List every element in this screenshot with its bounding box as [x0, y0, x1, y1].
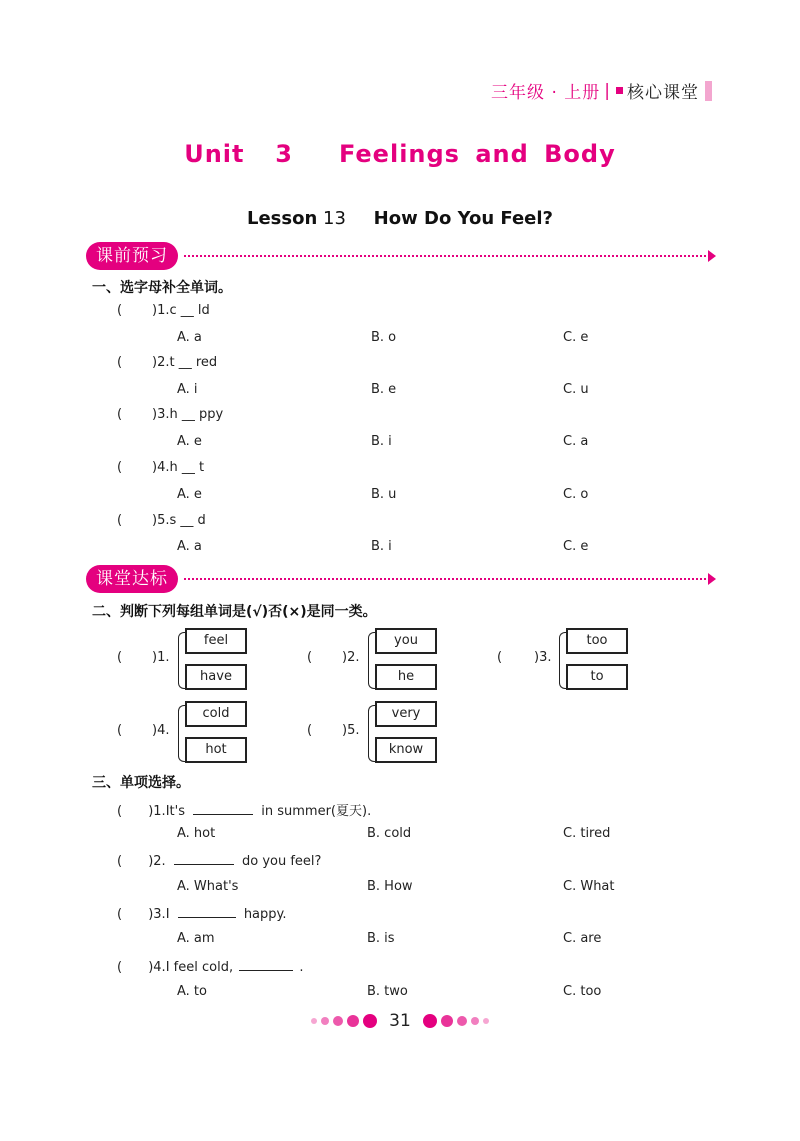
word-box: feel: [185, 628, 247, 654]
part3-heading: 三、单项选择。: [92, 775, 190, 791]
word-box: very: [375, 701, 437, 727]
dotted-line: [184, 255, 710, 257]
unit-title: Unit 3 Feelings and Body: [184, 140, 616, 168]
dot-icon: [311, 1018, 317, 1024]
dot-icon: [471, 1017, 479, 1025]
question-suffix: do you feel?: [241, 854, 322, 869]
answer-paren[interactable]: (: [497, 650, 503, 665]
word-box: too: [566, 628, 628, 654]
page-number: 31: [389, 1011, 411, 1031]
option-b: B. o: [371, 330, 397, 345]
lesson-number: 13: [323, 208, 346, 229]
part1-heading: 一、选字母补全单词。: [92, 280, 232, 296]
header-divider: |: [604, 80, 610, 101]
question-prefix: )2.: [148, 854, 166, 869]
group-number: )5.: [342, 723, 360, 738]
option-b: B. cold: [367, 826, 412, 841]
dot-icon: [423, 1014, 437, 1028]
option-a: A. a: [177, 330, 202, 345]
option-c: C. too: [563, 984, 602, 999]
part3-item: [117, 852, 321, 869]
dot-icon: [457, 1016, 467, 1026]
option-a: A. hot: [177, 826, 216, 841]
brace-icon: [178, 632, 185, 689]
answer-paren[interactable]: (: [307, 650, 313, 665]
answer-paren[interactable]: (: [307, 723, 313, 738]
option-c: C. tired: [563, 826, 611, 841]
part3-item: [117, 800, 371, 819]
option-a: A. What's: [177, 879, 239, 894]
option-a: A. a: [177, 539, 202, 554]
question-suffix: in summer(夏天).: [261, 804, 372, 819]
preview-banner-label: 课前预习: [86, 242, 178, 270]
answer-paren[interactable]: (: [117, 854, 123, 869]
option-c: C. a: [563, 434, 589, 449]
group-number: )3.: [534, 650, 552, 665]
section-label: 核心课堂: [627, 83, 699, 103]
page-footer: [0, 1011, 800, 1031]
option-b: B. e: [371, 382, 397, 397]
part3-item: [117, 958, 304, 975]
lesson-title: [0, 208, 800, 229]
answer-paren[interactable]: (: [117, 513, 123, 528]
preview-banner: [86, 242, 716, 272]
question-text: )2.t __ red: [152, 355, 218, 370]
answer-paren[interactable]: (: [117, 960, 123, 975]
square-icon: [616, 87, 623, 94]
dot-icon: [441, 1015, 453, 1027]
option-a: A. e: [177, 434, 202, 449]
word-box: have: [185, 664, 247, 690]
question-text: )3.h __ ppy: [152, 407, 224, 422]
answer-paren[interactable]: (: [117, 460, 123, 475]
option-b: B. i: [371, 434, 392, 449]
answer-paren[interactable]: (: [117, 407, 123, 422]
option-c: C. u: [563, 382, 589, 397]
word-box: he: [375, 664, 437, 690]
grade-label: 三年级 · 上册: [491, 83, 601, 103]
header-bar-icon: [705, 81, 712, 101]
word-box: you: [375, 628, 437, 654]
part2-heading: 二、判断下列每组单词是(√)否(×)是同一类。: [92, 604, 377, 620]
option-a: A. i: [177, 382, 198, 397]
option-c: C. e: [563, 330, 589, 345]
lesson-name: How Do You Feel?: [373, 208, 553, 229]
question-prefix: )4.I feel cold,: [148, 960, 234, 975]
option-a: A. am: [177, 931, 215, 946]
dot-icon: [363, 1014, 377, 1028]
answer-paren[interactable]: (: [117, 355, 123, 370]
question-text: )1.c __ ld: [152, 303, 210, 318]
question-prefix: )1.It's: [148, 804, 185, 819]
option-c: C. What: [563, 879, 615, 894]
brace-icon: [178, 705, 185, 762]
question-text: )4.h __ t: [152, 460, 205, 475]
answer-blank[interactable]: [193, 802, 253, 815]
question-suffix: happy.: [243, 907, 287, 922]
word-box: hot: [185, 737, 247, 763]
option-c: C. o: [563, 487, 589, 502]
word-box: to: [566, 664, 628, 690]
dot-icon: [321, 1017, 329, 1025]
arrow-icon: [708, 573, 716, 585]
option-b: B. two: [367, 984, 408, 999]
option-b: B. u: [371, 487, 397, 502]
dotted-line: [184, 578, 710, 580]
dot-icon: [333, 1016, 343, 1026]
brace-icon: [559, 632, 566, 689]
arrow-icon: [708, 250, 716, 262]
group-number: )1.: [152, 650, 170, 665]
word-box: cold: [185, 701, 247, 727]
answer-paren[interactable]: (: [117, 723, 123, 738]
question-suffix: .: [299, 960, 304, 975]
answer-blank[interactable]: [178, 905, 236, 918]
classwork-banner-label: 课堂达标: [86, 565, 178, 593]
answer-paren[interactable]: (: [117, 804, 123, 819]
part3-item: [117, 905, 287, 922]
option-b: B. i: [371, 539, 392, 554]
answer-blank[interactable]: [174, 852, 234, 865]
option-a: A. e: [177, 487, 202, 502]
answer-blank[interactable]: [239, 958, 293, 971]
question-prefix: )3.I: [148, 907, 170, 922]
option-b: B. How: [367, 879, 413, 894]
brace-icon: [368, 705, 375, 762]
word-box: know: [375, 737, 437, 763]
answer-paren[interactable]: (: [117, 303, 123, 318]
question-text: )5.s __ d: [152, 513, 206, 528]
brace-icon: [368, 632, 375, 689]
group-number: )2.: [342, 650, 360, 665]
option-b: B. is: [367, 931, 395, 946]
answer-paren[interactable]: (: [117, 650, 123, 665]
dot-icon: [483, 1018, 489, 1024]
group-number: )4.: [152, 723, 170, 738]
page-header: [491, 78, 712, 103]
classwork-banner: [86, 565, 716, 595]
option-a: A. to: [177, 984, 207, 999]
option-c: C. are: [563, 931, 602, 946]
lesson-label: Lesson: [247, 208, 318, 229]
option-c: C. e: [563, 539, 589, 554]
dot-icon: [347, 1015, 359, 1027]
answer-paren[interactable]: (: [117, 907, 123, 922]
